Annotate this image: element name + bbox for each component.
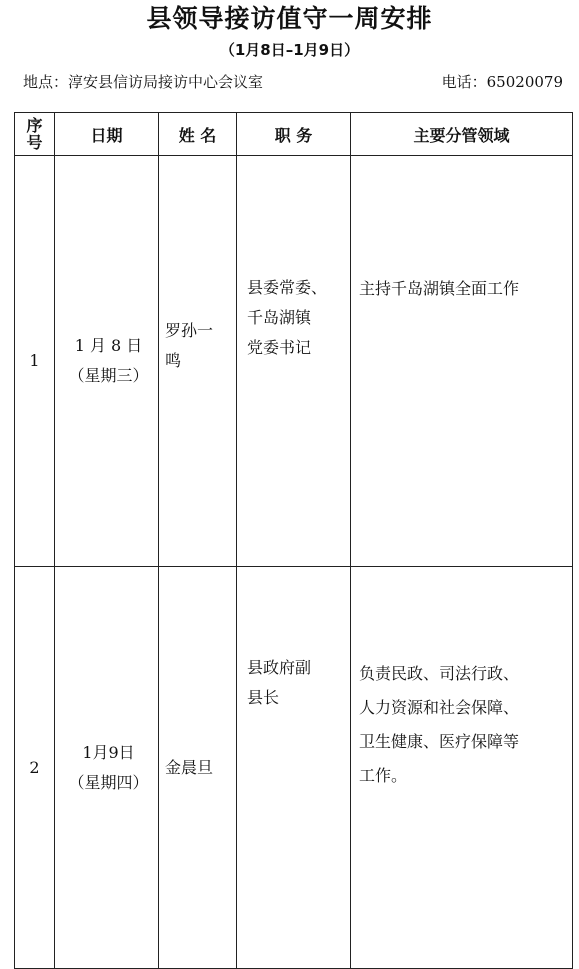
area-cell (351, 567, 573, 969)
area-text-line1: 主持千岛湖镇全面工作 (359, 279, 520, 298)
date-text: 1月9日 (82, 742, 135, 762)
name-cell (159, 567, 237, 969)
post-text-line2: 县长 (247, 688, 280, 707)
header-seq (15, 113, 55, 156)
table-row (15, 567, 573, 969)
post-text-line1: 县政府副 (247, 658, 312, 677)
phone-text: 电话：65020079 (441, 73, 563, 91)
name-cell (159, 156, 237, 567)
area-cell (351, 156, 573, 567)
header-seq-line1: 序 (26, 116, 43, 135)
post-text-line3: 党委书记 (247, 338, 312, 357)
header-date: 日期 (55, 113, 159, 156)
post-cell (237, 156, 351, 567)
area-text-line3: 卫生健康、医疗保障等 (359, 732, 520, 751)
date-range-subtitle: （1月8日–1月9日） (219, 41, 360, 59)
seq-cell: 1 (15, 156, 55, 567)
table-row (15, 156, 573, 567)
weekday-text: （星期三） (68, 366, 149, 385)
date-cell (55, 567, 159, 969)
header-area: 主要分管领域 (351, 113, 573, 156)
date-text: 1 月 8 日 (74, 336, 143, 355)
date-cell (55, 156, 159, 567)
area-text-line4: 工作。 (359, 766, 408, 785)
info-row (23, 70, 563, 94)
name-text-line1: 金晨旦 (165, 757, 214, 777)
post-text-line2: 千岛湖镇 (247, 308, 312, 327)
location-text: 地点：淳安县信访局接访中心会议室 (23, 73, 264, 91)
table-header-row (15, 113, 573, 156)
area-text-line1: 负责民政、司法行政、 (359, 664, 520, 683)
header-name: 姓 名 (159, 113, 237, 156)
weekday-text: （星期四） (68, 772, 149, 792)
post-cell (237, 567, 351, 969)
seq-cell: 2 (15, 567, 55, 969)
name-text-line2: 鸣 (165, 351, 182, 370)
schedule-table (14, 112, 573, 969)
area-text-line2: 人力资源和社会保障、 (359, 698, 520, 717)
name-text-line1: 罗孙一 (165, 321, 214, 340)
header-seq-line2: 号 (26, 133, 43, 152)
page-title: 县领导接访值守一周安排 (146, 4, 433, 33)
header-post: 职 务 (237, 113, 351, 156)
post-text-line1: 县委常委、 (247, 278, 328, 297)
